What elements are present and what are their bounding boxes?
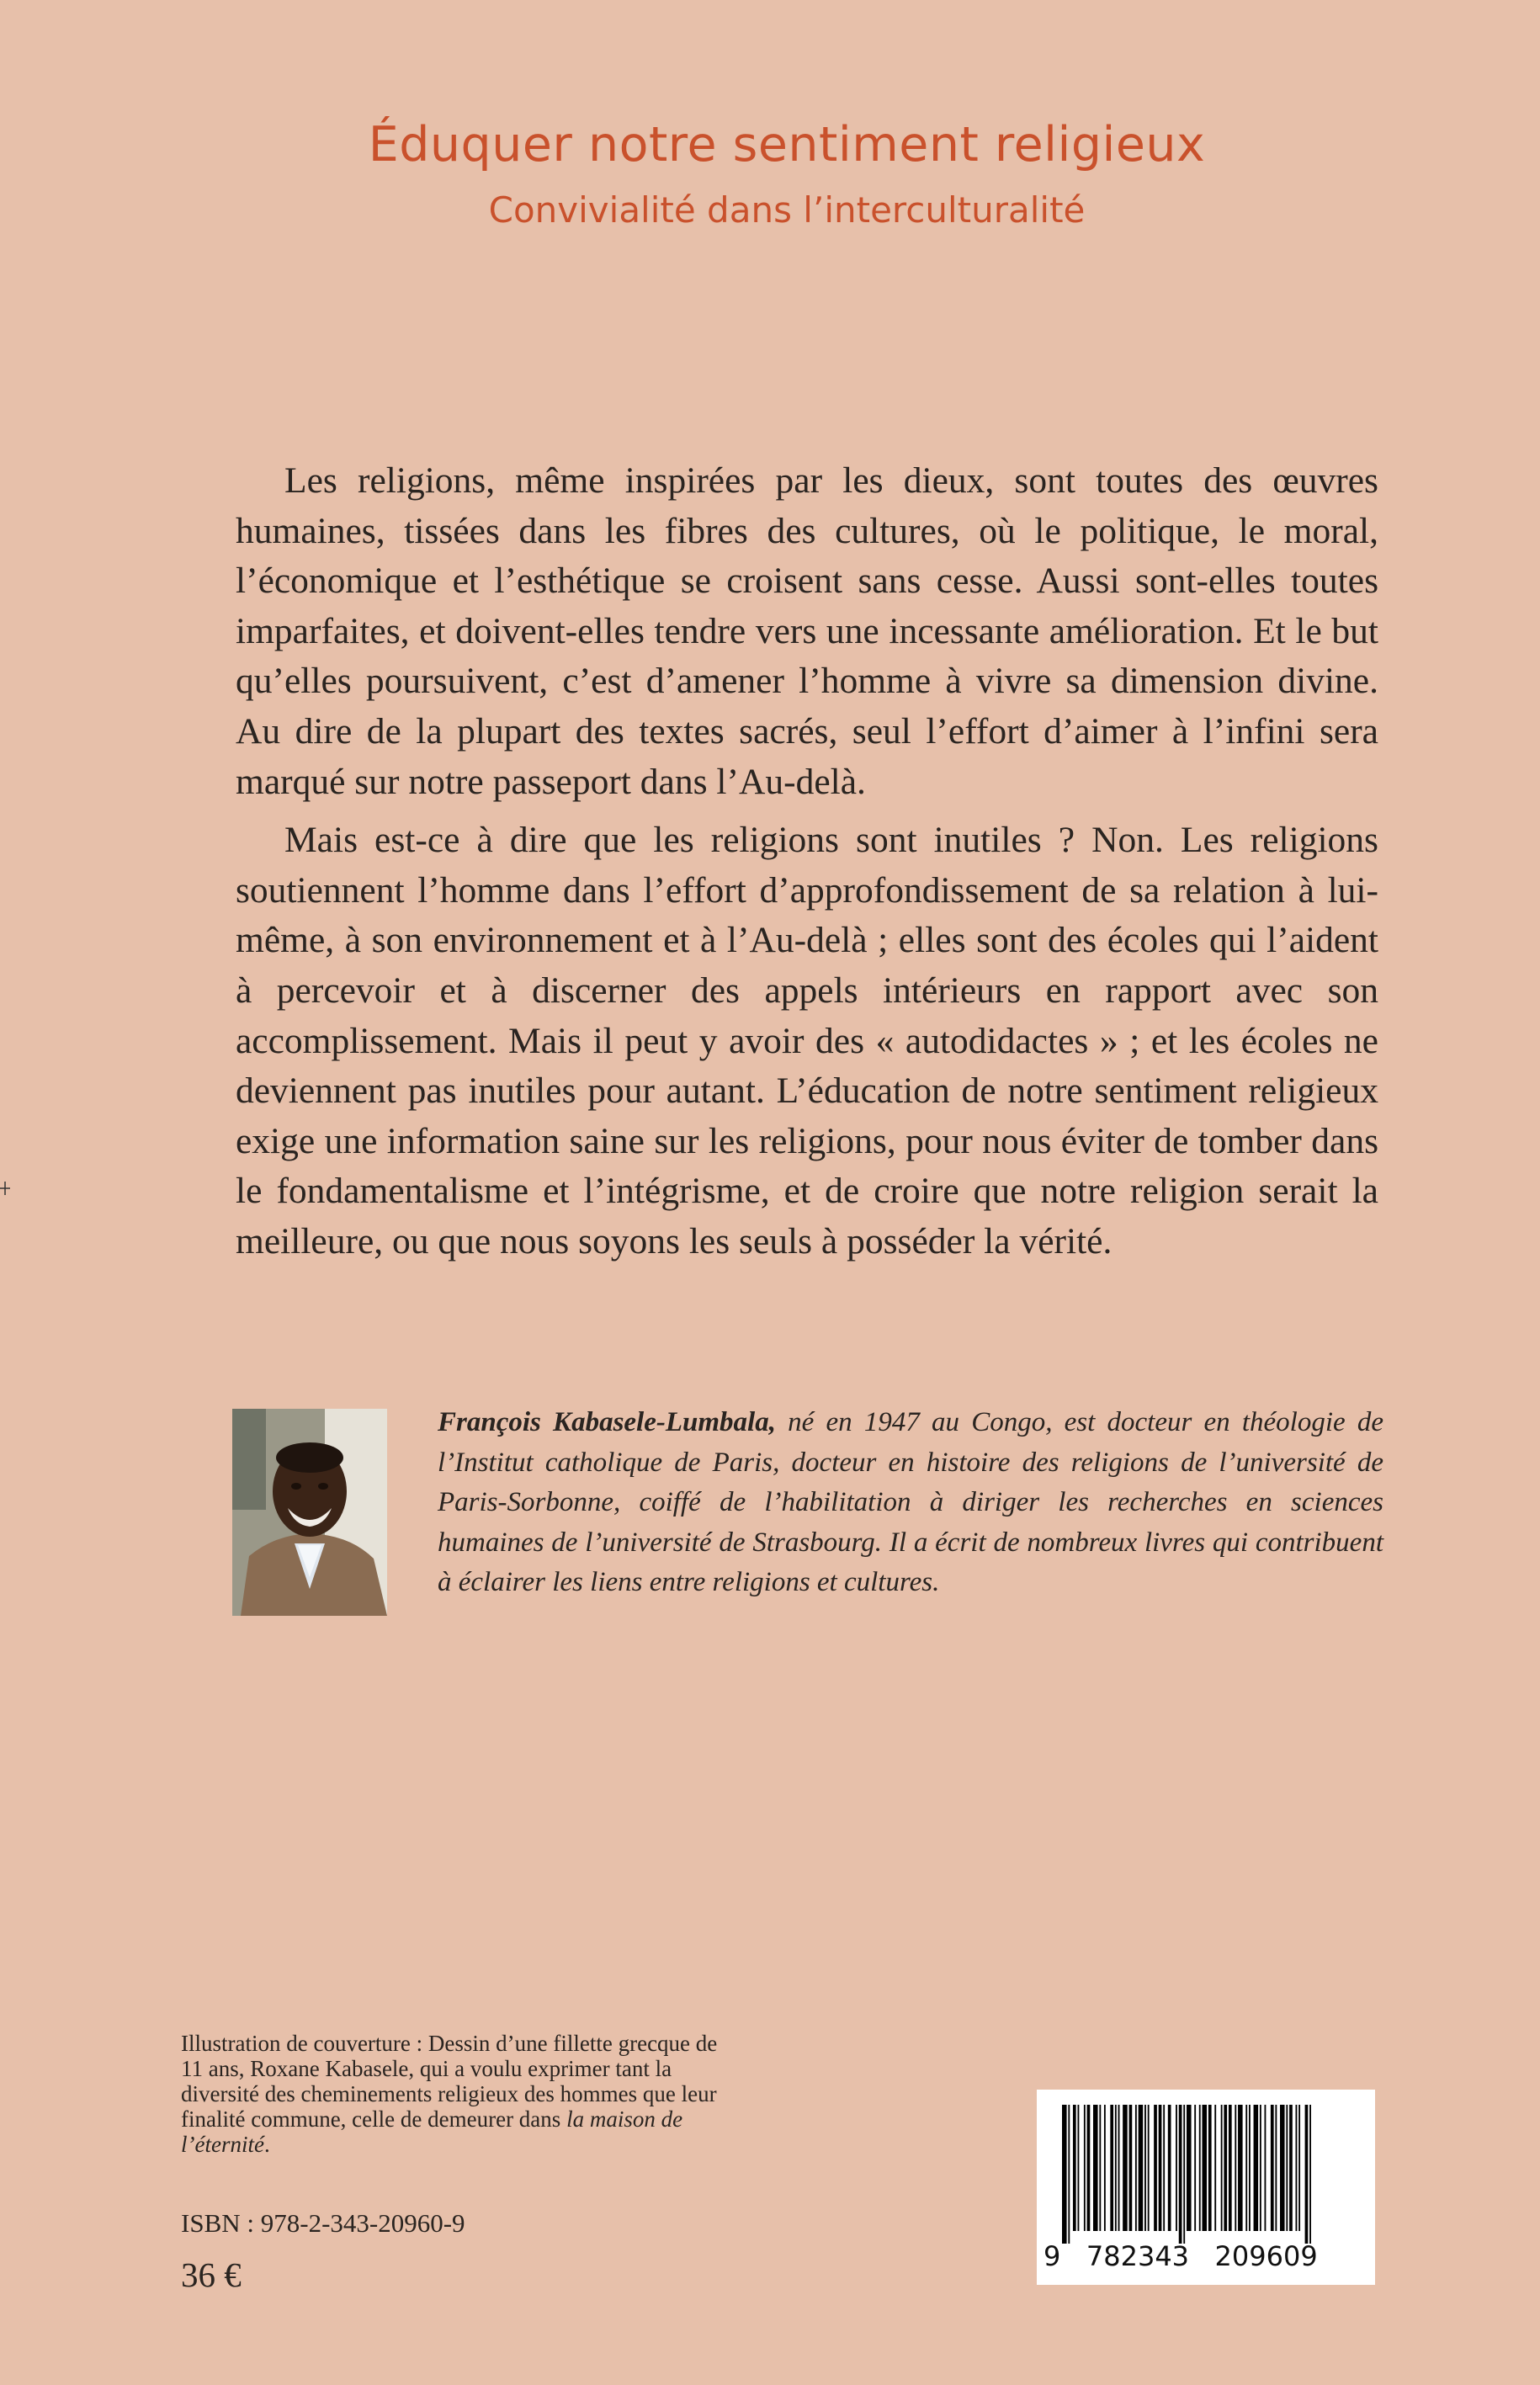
barcode-bar [1254, 2105, 1259, 2231]
barcode-icon [1062, 2105, 1350, 2244]
barcode-bar [1073, 2105, 1076, 2231]
barcode-bar [1176, 2105, 1177, 2231]
barcode-bar [1084, 2105, 1086, 2231]
barcode-bar [1238, 2105, 1243, 2231]
isbn: ISBN : 978-2-343-20960-9 [181, 2208, 465, 2238]
barcode-bar [1289, 2105, 1293, 2231]
barcode-bar [1249, 2105, 1251, 2231]
barcode-bar [1305, 2105, 1309, 2244]
barcode-bar [1078, 2105, 1080, 2231]
barcode-bar [1203, 2105, 1208, 2231]
barcode-bar [1179, 2105, 1182, 2244]
barcode-bar [1163, 2105, 1165, 2231]
barcode-bar [1194, 2105, 1196, 2231]
barcode-bar [1309, 2105, 1311, 2244]
barcode-bar [1208, 2105, 1212, 2231]
barcode-bar [1148, 2105, 1150, 2231]
registration-mark-icon [0, 1182, 10, 1195]
credit-italic: la maison de l’éternité [181, 2106, 683, 2157]
author-portrait-icon [232, 1409, 387, 1616]
price: 36 € [181, 2255, 242, 2294]
barcode-bar [1168, 2105, 1171, 2231]
barcode-bar [1087, 2105, 1091, 2231]
barcode-bar [1099, 2105, 1101, 2231]
barcode-bar [1135, 2105, 1137, 2231]
barcode-bar [1199, 2105, 1201, 2231]
author-name: François Kabasele-Lumbala, [438, 1407, 776, 1437]
barcode-bar [1154, 2105, 1157, 2231]
barcode-bar [1280, 2105, 1285, 2231]
barcode-bar [1265, 2105, 1267, 2231]
barcode-bar [1159, 2105, 1162, 2231]
book-subtitle: Convivialité dans l’interculturalité [488, 189, 1086, 231]
barcode-bar [1298, 2105, 1300, 2231]
barcode-bar [1183, 2105, 1185, 2244]
barcode-bar [1118, 2105, 1120, 2231]
author-bio-text: né en 1947 au Congo, est docteur en théologie de l’Institut catholique de Paris, docteur en histoire des religions de l’université de Paris-Sorbonne, coiffé de l’habilitation à diriger les recherches en sciences humaines de l’université de Strasbourg. Il a écrit de nombreux livres qui contribuent à éclairer les liens entre religions et cultures. [438, 1407, 1383, 1597]
barcode-bar [1144, 2105, 1146, 2231]
summary-paragraph-2: Mais est-ce à dire que les religions sont inutiles ? Non. Les religions soutiennent l’homme dans l’effort d’approfondissement de sa relation à lui-même, à son environnement et à l’Au-delà ; elles sont des écoles qui l’aident à percevoir et à discerner des appels intérieurs en rapport avec son accomplissement. Mais il peut y avoir des « autodidactes » ; et les écoles ne deviennent pas inutiles pour autant. L’éducation de notre sentiment religieux exige une information saine sur les religions, pour nous éviter de tomber dans le fondamentalisme et l’intégrisme, et de croire que notre religion serait la meilleure, ou que nous soyons les seuls à posséder la vérité. [236, 820, 1378, 1262]
author-bio [438, 1403, 1383, 1603]
barcode-bar [1221, 2105, 1223, 2231]
credit-end: . [263, 2132, 270, 2157]
credit-text: Illustration de couverture : Dessin d’une fillette grecque de 11 ans, Roxane Kabasele, qui a voulu exprimer tant la diversité des cheminements religieux des hommes que leur finalité commune, celle de demeurer dans [181, 2031, 718, 2132]
barcode-bar [1187, 2105, 1192, 2231]
barcode-bar [1062, 2105, 1067, 2244]
barcode-bar [1093, 2105, 1098, 2231]
summary-text [236, 456, 1378, 1267]
author-photo [232, 1409, 387, 1616]
cover-illustration-credit [181, 2031, 736, 2157]
title-block [0, 111, 1540, 236]
barcode-bar [1286, 2105, 1288, 2231]
barcode-digits: 9 782343 209609 [1043, 2240, 1318, 2272]
barcode-bar [1139, 2105, 1144, 2231]
barcode-bar [1110, 2105, 1113, 2231]
barcode-bar [1224, 2105, 1227, 2231]
barcode-bar [1229, 2105, 1232, 2231]
barcode-bar [1245, 2105, 1247, 2231]
barcode-bar [1129, 2105, 1133, 2231]
summary-paragraph-1: Les religions, même inspirées par les dieux, sont toutes des œuvres humaines, tissées dans les fibres des cultures, où le politique, le moral, l’économique et l’esthétique se croisent sans cesse. Aussi sont-elles toutes imparfaites, et doivent-elles tendre vers une incessante amélioration. Et le but qu’elles poursuivent, c’est d’amener l’homme à vivre sa dimension divine. Au dire de la plupart des textes sacrés, seul l’effort d’aimer à l’infini sera marqué sur notre passeport dans l’Au-delà. [236, 460, 1378, 802]
barcode-bar [1235, 2105, 1236, 2231]
barcode [1037, 2090, 1375, 2285]
barcode-bar [1123, 2105, 1128, 2231]
barcode-bar [1260, 2105, 1261, 2231]
barcode-bar [1271, 2105, 1274, 2231]
book-title: Éduquer notre sentiment religieux [368, 117, 1206, 173]
barcode-bar [1296, 2105, 1298, 2231]
barcode-bar [1104, 2105, 1106, 2231]
barcode-bar [1214, 2105, 1216, 2231]
barcode-bar [1068, 2105, 1070, 2244]
barcode-bar [1275, 2105, 1277, 2231]
barcode-bar [1115, 2105, 1117, 2231]
